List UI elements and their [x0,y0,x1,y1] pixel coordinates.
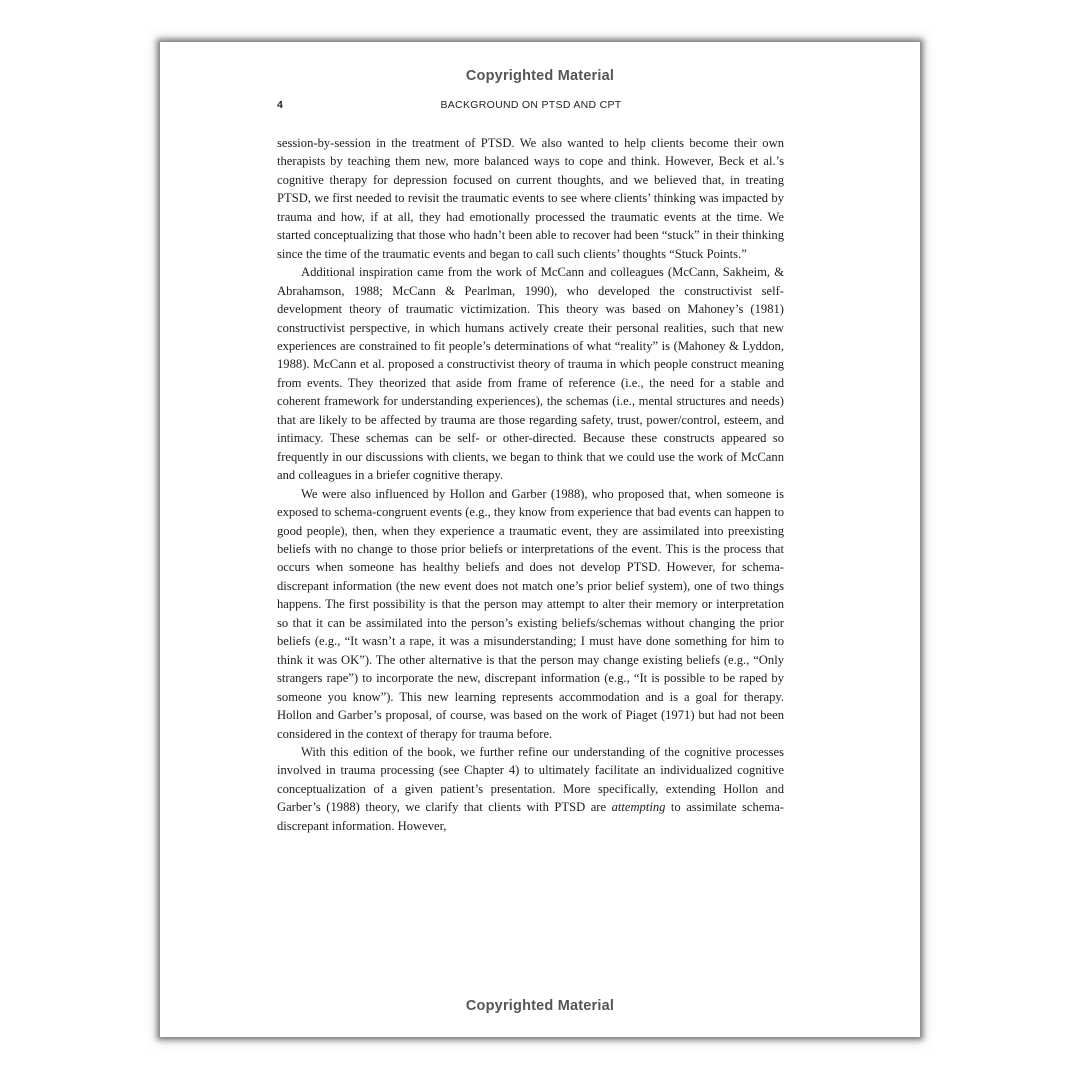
copyright-watermark-bottom: Copyrighted Material [465,998,615,1014]
paragraph-4-emphasis: attempting [611,800,666,815]
page-number: 4 [277,99,283,111]
running-head [277,99,785,115]
copyright-watermark-top: Copyrighted Material [465,68,615,84]
paragraph-4-text-after: to assimilate schema-discrepant information. However, [277,800,784,833]
body-text [277,134,784,835]
running-title: BACKGROUND ON PTSD AND CPT [440,99,622,111]
paragraph-4-text-before: With this edition of the book, we further refine our understanding of the cognitive processes involved in trauma processing (see Chapter 4) to ultimately facilitate an individualized cognitive conceptualization of a given patient’s presentation. More specifically, extending Hollon and Garber’s (1988) theory, we clarify that clients with PTSD are [277,744,784,815]
document-page [160,42,920,1037]
paragraph-4 [277,743,784,835]
paragraph-2: Additional inspiration came from the work of McCann and colleagues (McCann, Sakheim, & Abrahamson, 1988; McCann & Pearlman, 1990), who developed the constructivist self-development theory of traumatic victimization. This theory was based on Mahoney’s (1981) constructivist perspective, in which humans actively create their personal realities, such that new experiences are constrained to fit people’s determinations of what “reality” is (Mahoney & Lyddon, 1988). McCann et al. proposed a constructivist theory of trauma in which people construct meaning from events. They theorized that aside from frame of reference (i.e., the need for a stable and coherent framework for understanding experiences), the schemas (i.e., mental structures and needs) that are likely to be affected by trauma are those regarding safety, trust, power/​control, esteem, and intimacy. These schemas can be self- or other-directed. Because these constructs appeared so frequently in our discussions with clients, we began to think that we could use the work of McCann and colleagues in a briefer cognitive therapy. [277,265,784,483]
paragraph-1: session-by-session in the treatment of PTSD. We also wanted to help clients become their own therapists by teaching them new, more balanced ways to cope and think. However, Beck et al.’s cognitive therapy for depression focused on current thoughts, and we believed that, in treating PTSD, we first needed to revisit the traumatic events to see where clients’ thinking was impacted by trauma and how, if at all, they had emotionally processed the traumatic events at the time. We started conceptualizing that those who hadn’t been able to recover had been “stuck” in their thinking since the time of the traumatic events and began to call such clients’ thoughts “Stuck Points.” [277,136,784,261]
paragraph-3: We were also influenced by Hollon and Garber (1988), who proposed that, when someone is exposed to schema-congruent events (e.g., they know from experience that bad events can happen to good people), then, when they experience a traumatic event, they are assimilated into preexisting beliefs with no change to those prior beliefs or interpretations of the event. This is the process that occurs when someone has healthy beliefs and does not develop PTSD. However, for schema-discrepant information (the new event does not match one’s prior belief system), one of two things happens. The first possibility is that the person may attempt to alter their memory or interpretation so that it can be assimilated into the person’s existing beliefs/schemas without changing the prior beliefs (e.g., “It wasn’t a rape, it was a misunderstanding; I must have done something for him to think it was OK”). The other alternative is that the person may change existing beliefs (e.g., “Only strangers rape”) to incorporate the new, discrepant information (e.g., “It is possible to be raped by someone you know”). This new learning represents accommodation and is a goal for therapy. Hollon and Garber’s proposal, of course, was based on the work of Piaget (1971) but had not been considered in the context of therapy for trauma before. [277,486,784,741]
